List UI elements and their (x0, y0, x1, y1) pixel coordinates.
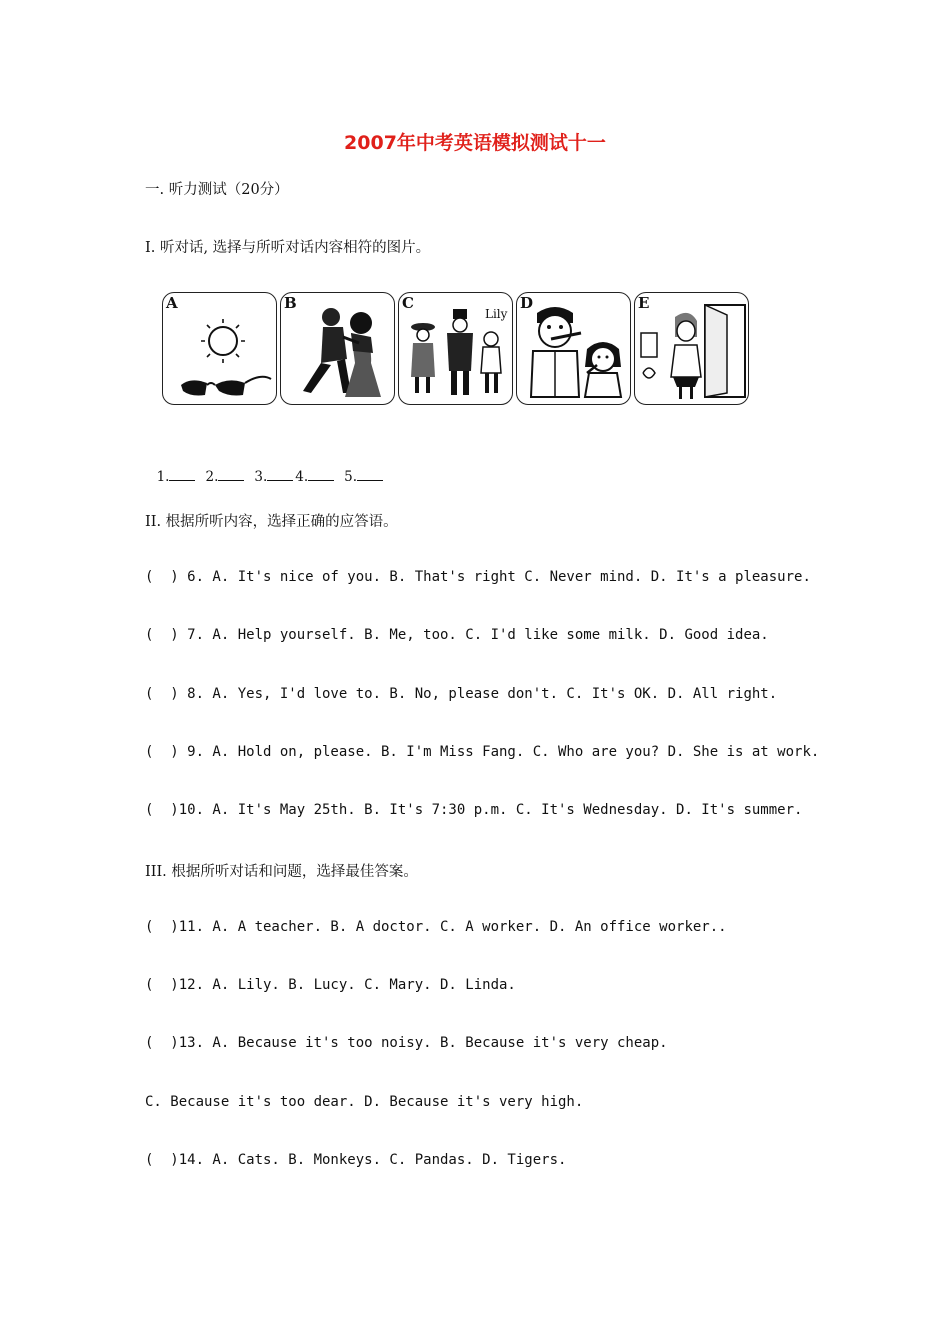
page-title: 2007年中考英语模拟测试十一 (344, 132, 606, 154)
picture-b (280, 292, 395, 405)
sun-sunglasses-icon (163, 293, 277, 405)
picture-d (516, 292, 631, 405)
question-7: ( ) 7. A. Help yourself. B. Me, too. C. I'd like some milk. D. Good idea. (145, 627, 769, 643)
picture-label: C (402, 294, 414, 312)
part1-heading: Ⅰ. 听对话, 选择与所听对话内容相符的图片。 (145, 240, 431, 256)
answer-1-label: 1. (156, 469, 170, 485)
question-14: ( )14. A. Cats. B. Monkeys. C. Pandas. D. Tigers. (145, 1152, 567, 1168)
answer-2-blank[interactable] (218, 468, 244, 481)
question-8: ( ) 8. A. Yes, I'd love to. B. No, please don't. C. It's OK. D. All right. (145, 686, 778, 702)
picture-label: B (284, 294, 297, 312)
family-figures-icon (399, 293, 513, 405)
lily-caption: Lily (485, 307, 508, 321)
answer-4-label: 4. (295, 469, 309, 485)
question-13-continued: C. Because it's too dear. D. Because it's very high. (145, 1094, 584, 1110)
answer-3-blank[interactable] (267, 468, 293, 481)
answer-5-blank[interactable] (357, 468, 383, 481)
question-10: ( )10. A. It's May 25th. B. It's 7:30 p.m. C. It's Wednesday. D. It's summer. (145, 802, 803, 818)
question-11: ( )11. A. A teacher. B. A doctor. C. A worker. D. An office worker.. (145, 919, 727, 935)
answer-blanks (148, 452, 393, 485)
question-9: ( ) 9. A. Hold on, please. B. I'm Miss Fang. C. Who are you? D. She is at work. (145, 744, 820, 760)
picture-c (398, 292, 513, 405)
section-heading-listening: 一. 听力测试（20分） (145, 182, 289, 198)
answer-3-label: 3. (254, 469, 268, 485)
picture-label: A (166, 294, 178, 312)
picture-strip (162, 292, 752, 408)
woman-at-door-icon (635, 293, 749, 405)
dancing-couple-icon (281, 293, 395, 405)
question-12: ( )12. A. Lily. B. Lucy. C. Mary. D. Linda. (145, 977, 516, 993)
picture-a (162, 292, 277, 405)
picture-label: D (520, 294, 534, 312)
part2-heading: II. 根据所听内容，选择正确的应答语。 (145, 514, 398, 530)
answer-5-label: 5. (344, 469, 358, 485)
part3-heading: III. 根据所听对话和问题，选择最佳答案。 (145, 864, 418, 880)
toothbrushing-icon (517, 293, 631, 405)
answer-2-label: 2. (205, 469, 219, 485)
question-13: ( )13. A. Because it's too noisy. B. Because it's very cheap. (145, 1035, 668, 1051)
picture-e (634, 292, 749, 405)
question-6: ( ) 6. A. It's nice of you. B. That's right C. Never mind. D. It's a pleasure. (145, 569, 811, 585)
answer-4-blank[interactable] (308, 468, 334, 481)
answer-1-blank[interactable] (169, 468, 195, 481)
picture-label: E (638, 294, 650, 312)
